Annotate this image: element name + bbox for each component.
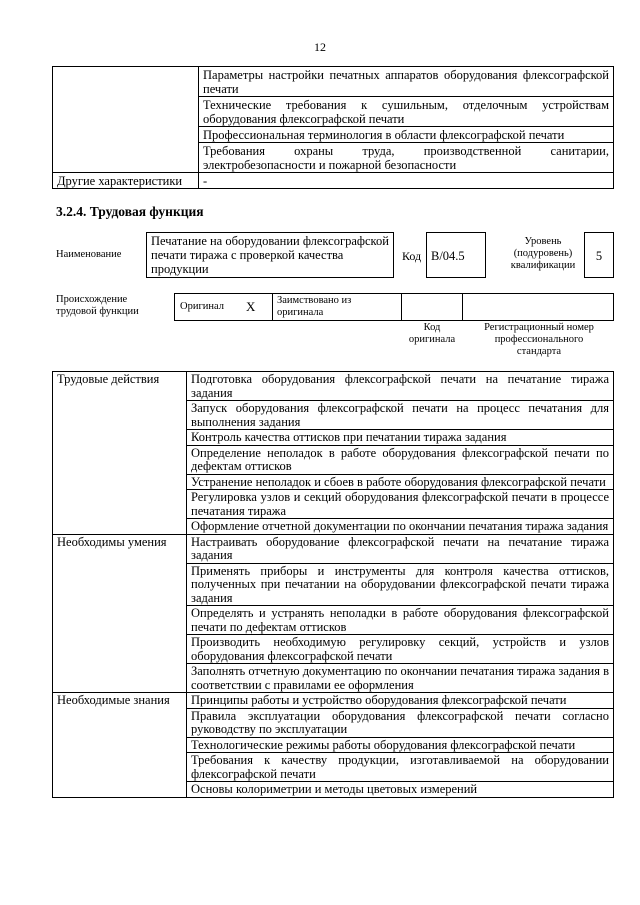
origin-label: Происхождение трудовой функции <box>56 294 139 317</box>
page-number: 12 <box>314 40 326 54</box>
function-name-box: Печатание на оборудовании флексографской печати тиража с проверкой качества продукции <box>146 232 394 278</box>
requirement-cell: Технические требования к сушильным, отделочным устройствам оборудования флексографской печати <box>199 97 614 127</box>
list-item: Оформление отчетной документации по окончании печатания тиража задания <box>187 519 614 535</box>
list-item: Настраивать оборудование флексографской печати на печатание тиража задания <box>187 534 614 563</box>
row-label-cell <box>53 67 199 173</box>
list-item: Определять и устранять неполадки в работе оборудования флексографской печати по дефектам оттисков <box>187 606 614 635</box>
name-label: Наименование <box>56 249 122 260</box>
section-title: 3.2.4. Трудовая функция <box>56 204 204 219</box>
borrowed-label: Заимствовано из оригинала <box>277 295 352 318</box>
requirement-cell: Профессиональная терминология в области флексографской печати <box>199 127 614 143</box>
knowledge-continuation-table <box>52 66 614 189</box>
list-item: Правила эксплуатации оборудования флексографской печати согласно руководству по эксплуатации <box>187 708 614 737</box>
list-item: Принципы работы и устройство оборудования флексографской печати <box>187 693 614 709</box>
list-item: Производить необходимую регулировку секций, устройств и узлов оборудования флексографской печати <box>187 635 614 664</box>
registration-number-caption: Регистрационный номер профессионального стандарта <box>484 322 594 357</box>
table-row <box>53 173 614 189</box>
list-item: Устранение неполадок и сбоев в работе оборудования флексографской печати <box>187 474 614 490</box>
code-value-box: B/04.5 <box>426 232 486 278</box>
original-mark: X <box>246 299 256 314</box>
original-label: Оригинал <box>180 301 224 312</box>
table-row <box>53 67 614 97</box>
group-label-skills: Необходимы умения <box>53 534 187 693</box>
level-value-box: 5 <box>584 232 614 278</box>
list-item: Применять приборы и инструменты для контроля качества оттисков, полученных при печатании на оборудовании флексографской печати тиража задания <box>187 563 614 606</box>
group-label-knowledge: Необходимые знания <box>53 693 187 798</box>
list-item: Запуск оборудования флексографской печати на процесс печатания для выполнения задания <box>187 401 614 430</box>
requirement-cell: Параметры настройки печатных аппаратов оборудования флексографской печати <box>199 67 614 97</box>
code-label: Код <box>402 249 422 263</box>
group-label-actions: Трудовые действия <box>53 372 187 535</box>
other-characteristics-label: Другие характеристики <box>53 173 199 189</box>
labor-function-table <box>52 371 614 798</box>
list-item: Подготовка оборудования флексографской печати на печатание тиража задания <box>187 372 614 401</box>
list-item: Определение неполадок в работе оборудования флексографской печати по дефектам оттисков <box>187 445 614 474</box>
list-item: Технологические режимы работы оборудования флексографской печати <box>187 737 614 753</box>
list-item: Требования к качеству продукции, изготавливаемой на оборудовании флексографской печати <box>187 753 614 782</box>
registration-number-box <box>462 293 614 321</box>
table-row <box>53 534 614 563</box>
origin-divider <box>272 293 273 321</box>
list-item: Регулировка узлов и секций оборудования флексографской печати в процессе печатания тиража <box>187 490 614 519</box>
list-item: Основы колориметрии и методы цветовых измерений <box>187 782 614 798</box>
original-code-caption: Код оригинала <box>408 322 456 345</box>
requirement-cell: Требования охраны труда, производственной санитарии, электробезопасности и пожарной безопасности <box>199 143 614 173</box>
table-row <box>53 693 614 709</box>
other-characteristics-value: - <box>199 173 614 189</box>
list-item: Контроль качества оттисков при печатании тиража задания <box>187 430 614 446</box>
original-code-box <box>401 293 463 321</box>
list-item: Заполнять отчетную документацию по окончании печатания тиража задания в соответствии с правилами ее оформления <box>187 664 614 693</box>
table-row <box>53 372 614 401</box>
qualification-level-label: Уровень (подуровень) квалификации <box>510 236 576 271</box>
